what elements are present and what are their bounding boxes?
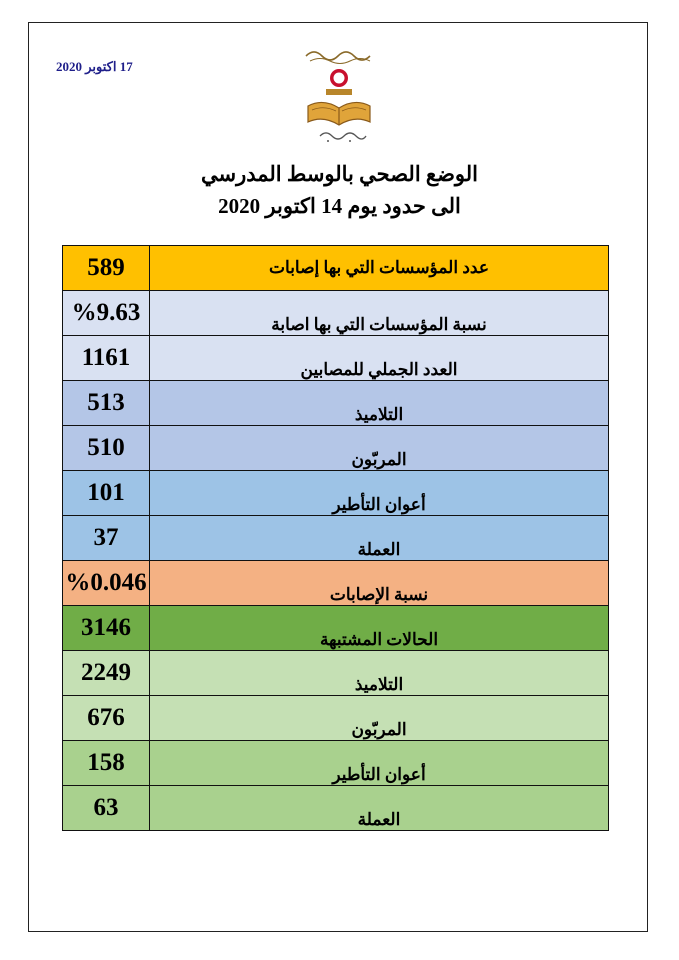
table-row (63, 291, 609, 336)
table-row (63, 516, 609, 561)
row-value: %9.63 (63, 291, 150, 336)
row-label: عدد المؤسسات التي بها إصابات (150, 246, 609, 291)
ministry-logo (298, 44, 380, 148)
table-row (63, 336, 609, 381)
row-label: التلاميذ (150, 381, 609, 426)
row-label: أعوان التأطير (150, 741, 609, 786)
row-value: 676 (63, 696, 150, 741)
row-label: أعوان التأطير (150, 471, 609, 516)
row-value: 3146 (63, 606, 150, 651)
row-label: العملة (150, 516, 609, 561)
table-row (63, 381, 609, 426)
row-value: 513 (63, 381, 150, 426)
report-title: الوضع الصحي بالوسط المدرسي (201, 162, 478, 186)
row-label: التلاميذ (150, 651, 609, 696)
row-label: نسبة الإصابات (150, 561, 609, 606)
table-row (63, 471, 609, 516)
row-value: 1161 (63, 336, 150, 381)
table-row (63, 426, 609, 471)
row-value: %0.046 (63, 561, 150, 606)
row-value: 37 (63, 516, 150, 561)
row-label: المربّون (150, 696, 609, 741)
statistics-table (62, 245, 609, 831)
row-value: 589 (63, 246, 150, 291)
row-label: العملة (150, 786, 609, 831)
table-row (63, 741, 609, 786)
row-label: الحالات المشتبهة (150, 606, 609, 651)
table-row (63, 786, 609, 831)
row-value: 158 (63, 741, 150, 786)
report-date: 17 اكتوبر 2020 (56, 59, 133, 74)
table-row (63, 606, 609, 651)
report-subtitle: الى حدود يوم 14 اكتوبر 2020 (218, 194, 461, 218)
table-row (63, 246, 609, 291)
row-label: العدد الجملي للمصابين (150, 336, 609, 381)
row-label: نسبة المؤسسات التي بها اصابة (150, 291, 609, 336)
row-value: 63 (63, 786, 150, 831)
row-value: 101 (63, 471, 150, 516)
table-row (63, 696, 609, 741)
table-row (63, 651, 609, 696)
row-label: المربّون (150, 426, 609, 471)
table-row (63, 561, 609, 606)
row-value: 2249 (63, 651, 150, 696)
row-value: 510 (63, 426, 150, 471)
